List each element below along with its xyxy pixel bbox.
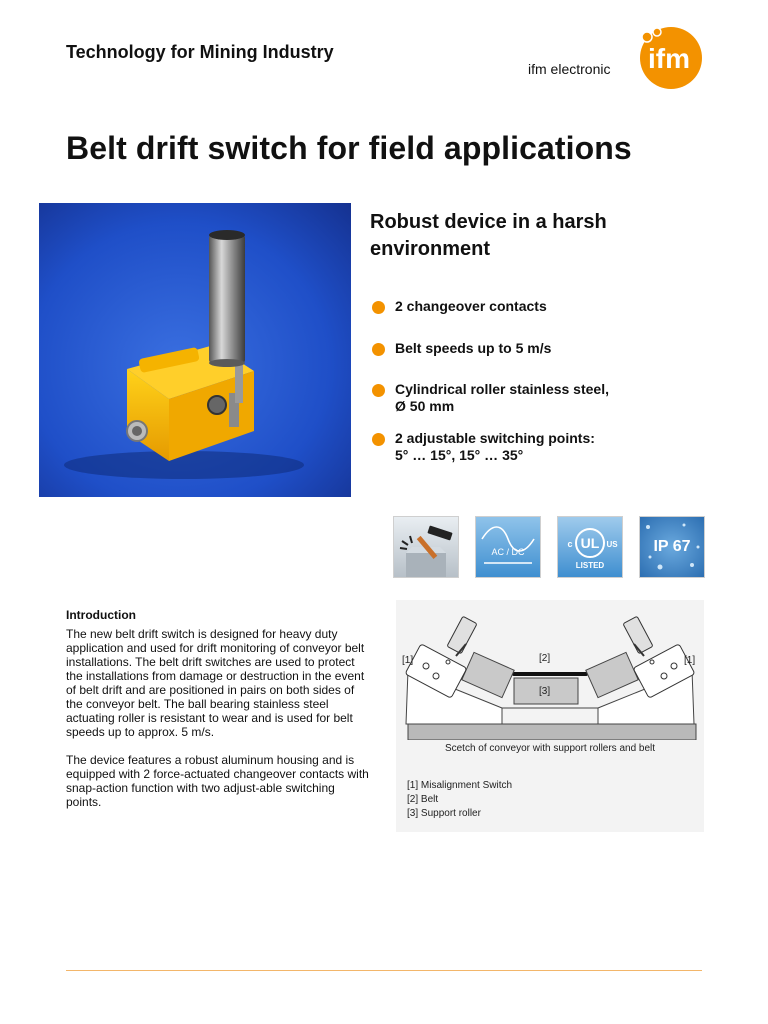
conveyor-sketch	[396, 600, 704, 832]
ul-listed-icon	[557, 516, 623, 578]
sketch-label-roller: [3]	[539, 686, 551, 697]
ul-us-label: US	[606, 540, 618, 549]
document-category: Technology for Mining Industry	[66, 42, 334, 62]
sketch-label-switch-left: [1]	[402, 655, 414, 666]
feature-text: 2 adjustable switching points:	[395, 430, 595, 446]
feature-text: Belt speeds up to 5 m/s	[395, 340, 552, 356]
feature-item	[372, 430, 595, 464]
intro-heading: Introduction	[66, 608, 136, 622]
ul-c-label: c	[567, 539, 573, 549]
hammer-impact-icon	[393, 516, 459, 578]
feature-text: Ø 50 mm	[395, 398, 455, 414]
feature-text: 5° … 15°, 15° … 35°	[395, 447, 524, 463]
brand-name: ifm electronic	[528, 61, 611, 77]
bullet-icon	[372, 343, 385, 356]
feature-item	[372, 340, 551, 357]
legend-item: [3] Support roller	[407, 808, 481, 819]
legend-item: [2] Belt	[407, 794, 439, 805]
bullet-icon	[372, 433, 385, 446]
acdc-label: AC / DC	[491, 547, 525, 557]
intro-paragraph: The new belt drift switch is designed for heavy duty application and used for drift monitoring of conveyor belt installations. The belt drift switches are used to protect the installations from damage or destruction in the event of belt drift and are positioned in pairs on both sides of the conveyor belt. The ball bearing stainless steel actuating roller is resistant to wear and is used for belt speeds up to approx. 5 m/s.	[66, 627, 365, 739]
sketch-legend	[407, 779, 512, 821]
feature-text: 2 changeover contacts	[395, 298, 547, 314]
product-photo	[39, 203, 351, 497]
conveyor-drawing	[396, 600, 704, 740]
ifm-logo	[635, 25, 705, 89]
bullet-icon	[372, 384, 385, 397]
sketch-label-belt: [2]	[539, 653, 551, 664]
ul-listed-label: LISTED	[575, 561, 605, 570]
intro-paragraph: The device features a robust aluminum housing and is equipped with 2 force-actuated changeover contacts with snap-action function with two adjust-able switching points.	[66, 753, 369, 809]
ip-label: IP 67	[653, 538, 691, 555]
ip67-icon	[639, 516, 705, 578]
feature-item	[372, 298, 547, 315]
svg-text:UL: UL	[580, 535, 600, 551]
feature-text: Cylindrical roller stainless steel,	[395, 381, 609, 397]
section-subtitle: Robust device in a harsh environment	[370, 211, 607, 260]
bullet-icon	[372, 301, 385, 314]
legend-item: [1] Misalignment Switch	[407, 780, 513, 791]
page-title: Belt drift switch for field applications	[66, 130, 632, 166]
ac-dc-icon	[475, 516, 541, 578]
logo-text: ifm	[648, 43, 690, 74]
sketch-caption: Scetch of conveyor with support rollers and belt	[444, 743, 656, 754]
feature-item	[372, 381, 609, 415]
footer-divider	[66, 970, 702, 971]
sketch-label-switch-right: [1]	[684, 655, 696, 666]
